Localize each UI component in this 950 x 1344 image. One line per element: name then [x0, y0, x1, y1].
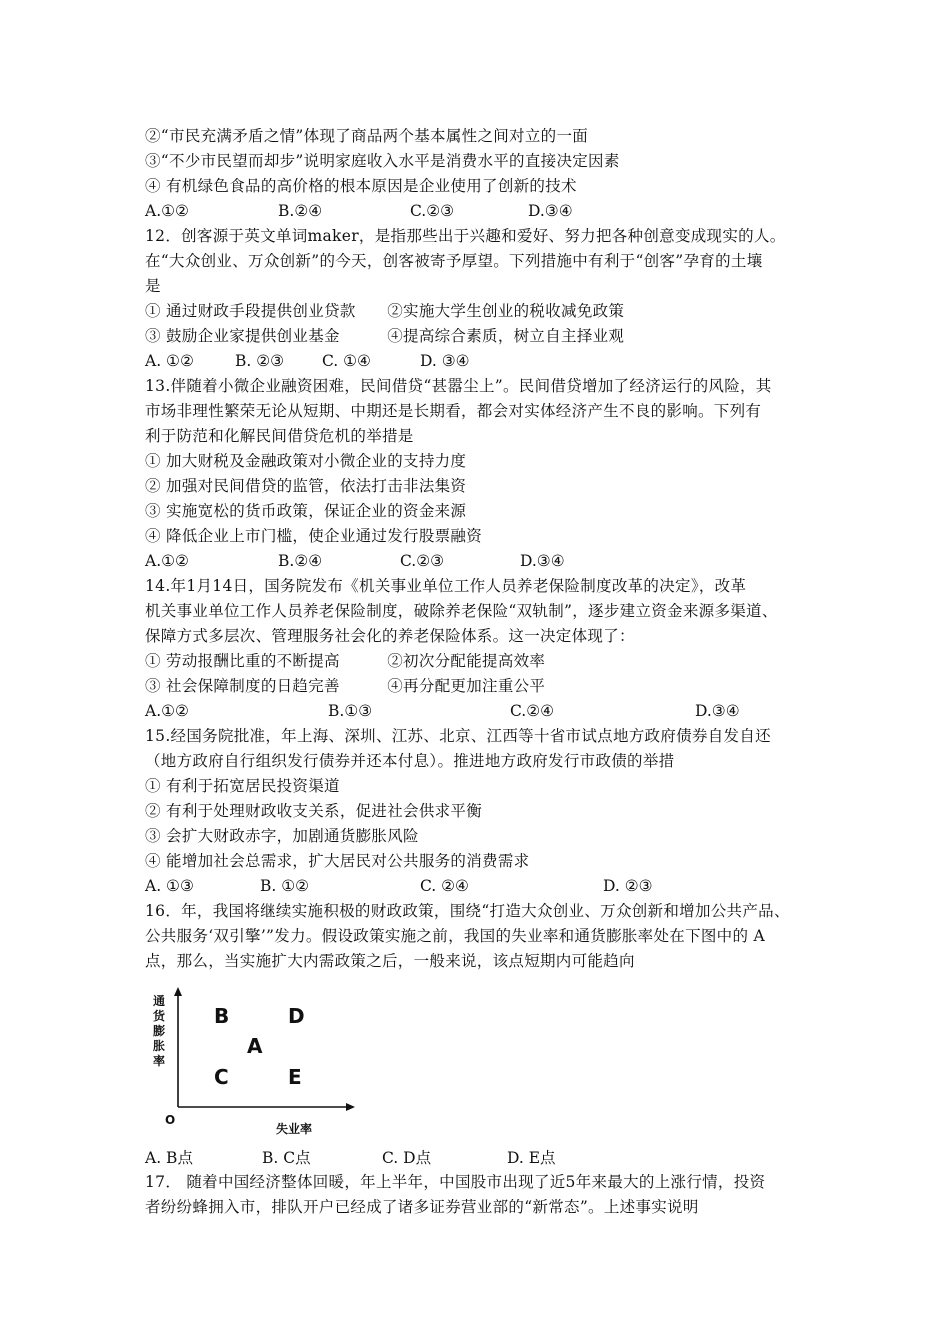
x-axis-arrow [346, 1103, 355, 1111]
point-d: D [288, 1004, 305, 1028]
q14-option-b[interactable]: B.①③ [328, 702, 373, 720]
q11-statement-3: ③“不少市民望而却步”说明家庭收入水平是消费水平的直接决定因素 [145, 152, 620, 170]
q15-option-a[interactable]: A. ①③ [145, 877, 194, 895]
q11-statement-4: ④ 有机绿色食品的高价格的根本原因是企业使用了创新的技术 [145, 177, 577, 195]
q11-option-b[interactable]: B.②④ [278, 202, 323, 220]
q11-statement-2: ②“市民充满矛盾之情”体现了商品两个基本属性之间对立的一面 [145, 127, 589, 145]
q17-stem-line-2: 者纷纷蜂拥入市，排队开户已经成了诸多证券营业部的“新常态”。上述事实说明 [145, 1198, 699, 1216]
q16-stem-line-1: 16．年，我国将继续实施积极的财政政策，围绕“打造大众创业、万众创新和增加公共产品、 [145, 902, 790, 920]
q15-options [145, 874, 825, 898]
point-a: A [247, 1034, 263, 1058]
y-axis-label-char-1: 通 [153, 994, 166, 1008]
q13-statement-2: ② 加强对民间借贷的监管，依法打击非法集资 [145, 477, 467, 495]
q12-stem-line-3: 是 [145, 277, 161, 295]
q14-option-a[interactable]: A.①② [145, 702, 189, 720]
q12-option-b[interactable]: B. ②③ [235, 352, 285, 370]
q13-option-d[interactable]: D.③④ [520, 552, 565, 570]
y-axis-label-char-4: 胀 [153, 1039, 166, 1053]
q16-option-d[interactable]: D. E点 [507, 1149, 556, 1167]
q12-option-c[interactable]: C. ①④ [322, 352, 371, 370]
q13-option-a[interactable]: A.①② [145, 552, 189, 570]
q15-option-c[interactable]: C. ②④ [420, 877, 469, 895]
q17-stem-line-1: 17． 随着中国经济整体回暖，年上半年，中国股市出现了近5年来最大的上涨行情，投资 [145, 1173, 766, 1191]
q14-statements-3-4: ③ 社会保障制度的日趋完善 ④再分配更加注重公平 [145, 677, 546, 695]
q15-stem-line-2: （地方政府自行组织发行债券并还本付息）。推进地方政府发行市政债的举措 [145, 752, 675, 770]
q13-stem-line-1: 13.伴随着小微企业融资困难，民间借贷“甚嚣尘上”。民间借贷增加了经济运行的风险，其 [145, 377, 772, 395]
q15-statement-3: ③ 会扩大财政赤字，加剧通货膨胀风险 [145, 827, 419, 845]
q16-option-a[interactable]: A. B点 [145, 1149, 193, 1167]
q16-stem-line-3: 点，那么，当实施扩大内需政策之后，一般来说，该点短期内可能趋向 [145, 952, 635, 970]
q15-statement-1: ① 有利于拓宽居民投资渠道 [145, 777, 340, 795]
q14-option-d[interactable]: D.③④ [695, 702, 740, 720]
q11-option-d[interactable]: D.③④ [528, 202, 573, 220]
q13-option-b[interactable]: B.②④ [278, 552, 323, 570]
q13-options [145, 549, 825, 573]
q11-option-c[interactable]: C.②③ [410, 202, 455, 220]
q14-options [145, 699, 825, 723]
q14-stem-line-2: 机关事业单位工作人员养老保险制度，破除养老保险“双轨制”，逐步建立资金来源多渠道、 [145, 602, 778, 620]
y-axis-label-char-2: 货 [153, 1009, 166, 1023]
q15-option-b[interactable]: B. ①② [260, 877, 310, 895]
q15-statement-4: ④ 能增加社会总需求，扩大居民对公共服务的消费需求 [145, 852, 530, 870]
q12-statements-3-4: ③ 鼓励企业家提供创业基金 ④提高综合素质，树立自主择业观 [145, 327, 625, 345]
q16-options [145, 1146, 825, 1170]
q15-statement-2: ② 有利于处理财政收支关系，促进社会供求平衡 [145, 802, 483, 820]
y-axis-label-char-5: 率 [153, 1054, 166, 1068]
q13-statement-3: ③ 实施宽松的货币政策，保证企业的资金来源 [145, 502, 467, 520]
q14-stem-line-1: 14.年1月14日，国务院发布《机关事业单位工作人员养老保险制度改革的决定》，改革 [145, 577, 747, 595]
phillips-diagram-svg [148, 985, 363, 1135]
q13-statement-1: ① 加大财税及金融政策对小微企业的支持力度 [145, 452, 467, 470]
origin-label: O [165, 1113, 176, 1127]
q13-option-c[interactable]: C.②③ [400, 552, 445, 570]
q12-option-a[interactable]: A. ①② [145, 352, 194, 370]
q12-stem-line-1: 12．创客源于英文单词maker，是指那些出于兴趣和爱好、努力把各种创意变成现实的人。 [145, 227, 786, 245]
point-b: B [214, 1004, 230, 1028]
q14-stem-line-3: 保障方式多层次、管理服务社会化的养老保险体系。这一决定体现了： [145, 627, 635, 645]
x-axis-label: 失业率 [276, 1122, 313, 1135]
q15-option-d[interactable]: D. ②③ [603, 877, 653, 895]
q13-stem-line-3: 利于防范和化解民间借贷危机的举措是 [145, 427, 414, 445]
q16-stem-line-2: 公共服务‘双引擎’”发力。假设政策实施之前，我国的失业率和通货膨胀率处在下图中的 A [145, 927, 766, 945]
q12-stem-line-2: 在“大众创业、万众创新”的今天，创客被寄予厚望。下列措施中有利于“创客”孕育的土壤 [145, 252, 763, 270]
point-e: E [288, 1065, 302, 1089]
y-axis-label-char-3: 膨 [153, 1024, 166, 1038]
q16-option-c[interactable]: C. D点 [382, 1149, 432, 1167]
q15-stem-line-1: 15.经国务院批准，年上海、深圳、江苏、北京、江西等十省市试点地方政府债券自发自还 [145, 727, 771, 745]
q16-option-b[interactable]: B. C点 [262, 1149, 311, 1167]
q12-options [145, 349, 825, 373]
phillips-diagram [148, 985, 363, 1135]
y-axis-arrow [174, 987, 182, 996]
q12-option-d[interactable]: D. ③④ [420, 352, 470, 370]
q14-option-c[interactable]: C.②④ [510, 702, 555, 720]
point-c: C [214, 1065, 229, 1089]
q14-statements-1-2: ① 劳动报酬比重的不断提高 ②初次分配能提高效率 [145, 652, 546, 670]
q13-stem-line-2: 市场非理性繁荣无论从短期、中期还是长期看，都会对实体经济产生不良的影响。下列有 [145, 402, 762, 420]
q12-statements-1-2: ① 通过财政手段提供创业贷款 ②实施大学生创业的税收减免政策 [145, 302, 625, 320]
q13-statement-4: ④ 降低企业上市门槛，使企业通过发行股票融资 [145, 527, 483, 545]
q11-option-a[interactable]: A.①② [145, 202, 189, 220]
q11-options [145, 199, 825, 223]
